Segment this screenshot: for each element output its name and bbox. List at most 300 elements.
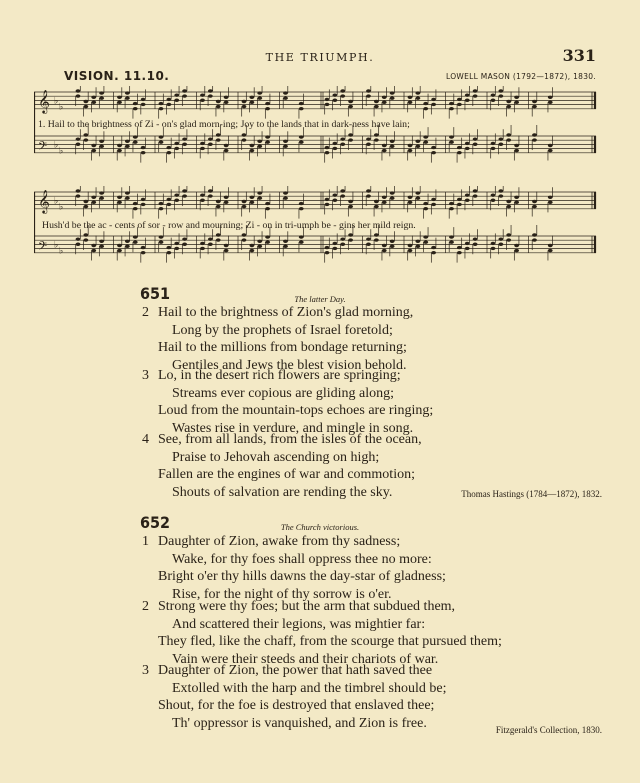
note-head — [208, 143, 213, 146]
note-head — [491, 242, 496, 245]
note-head — [532, 133, 537, 136]
note-head — [283, 140, 288, 143]
note-head — [366, 194, 371, 197]
note-head — [408, 249, 413, 252]
note-head — [76, 138, 81, 141]
verse-number: 3 — [142, 663, 149, 678]
note-head — [548, 244, 553, 247]
note-head — [514, 196, 519, 199]
note-head — [532, 100, 537, 103]
note-head — [299, 102, 304, 105]
note-head — [283, 245, 288, 248]
note-head — [208, 194, 213, 197]
note-head — [366, 89, 371, 92]
note-head — [200, 242, 205, 245]
note-head — [174, 242, 179, 245]
note-head — [366, 238, 371, 241]
note-head — [200, 247, 205, 250]
note-head — [133, 207, 138, 210]
verse-line: Extolled with the harp and the timbrel should be; — [172, 680, 447, 696]
note-head — [224, 244, 229, 247]
flat-icon: ♭ — [54, 140, 59, 151]
note-head — [159, 202, 164, 205]
note-head — [257, 245, 262, 248]
note-head — [182, 143, 187, 146]
note-head — [374, 105, 379, 108]
note-head — [159, 140, 164, 143]
note-head — [249, 201, 254, 204]
note-head — [532, 205, 537, 208]
note-head — [133, 102, 138, 105]
note-head — [382, 144, 387, 147]
note-head — [348, 200, 353, 203]
note-head — [265, 107, 270, 110]
note-head — [141, 198, 146, 201]
note-head — [216, 205, 221, 208]
note-head — [415, 140, 420, 143]
note-head — [249, 96, 254, 99]
note-head — [457, 98, 462, 101]
note-head — [325, 98, 330, 101]
verse-line: Gentiles and Jews the blest vision behold. — [172, 357, 407, 373]
note-head — [200, 142, 205, 145]
note-head — [473, 238, 478, 241]
note-head — [449, 235, 454, 238]
note-head — [174, 99, 179, 102]
note-head — [390, 96, 395, 99]
verse-line: And scattered their legions, was mightier far: — [172, 616, 426, 632]
note-head — [382, 96, 387, 99]
note-head — [208, 138, 213, 141]
note-head — [117, 249, 122, 252]
hymn-652-verse-2 — [142, 598, 502, 668]
note-head — [408, 149, 413, 152]
note-head — [208, 243, 213, 246]
note-head — [242, 138, 247, 141]
note-head — [449, 207, 454, 210]
note-head — [340, 238, 345, 241]
note-head — [174, 94, 179, 97]
note-head — [76, 243, 81, 246]
note-head — [374, 238, 379, 241]
note-head — [498, 238, 503, 241]
note-head — [473, 243, 478, 246]
note-head — [174, 194, 179, 197]
note-head — [76, 189, 81, 192]
note-head — [366, 138, 371, 141]
flat-icon: ♭ — [59, 146, 64, 157]
note-head — [91, 101, 96, 104]
note-head — [224, 201, 229, 204]
note-head — [208, 238, 213, 241]
note-head — [125, 140, 130, 143]
note-head — [506, 138, 511, 141]
note-head — [423, 235, 428, 238]
note-head — [532, 138, 537, 141]
note-head — [382, 201, 387, 204]
note-head — [83, 233, 88, 236]
verse-line: See, from all lands, from the isles of the ocean, — [158, 432, 422, 447]
note-head — [457, 246, 462, 249]
note-head — [265, 207, 270, 210]
note-head — [506, 133, 511, 136]
note-head — [548, 144, 553, 147]
note-head — [283, 196, 288, 199]
note-head — [133, 107, 138, 110]
note-head — [283, 91, 288, 94]
bass-clef-icon: 𝄢 — [38, 139, 48, 156]
note-head — [449, 202, 454, 205]
verse-line: Strong were thy foes; but the arm that subdued them, — [158, 599, 456, 614]
note-head — [340, 94, 345, 97]
note-head — [332, 147, 337, 150]
note-head — [125, 245, 130, 248]
bass-clef-icon: 𝄢 — [38, 239, 48, 256]
verse-number: 2 — [142, 305, 149, 320]
note-head — [117, 149, 122, 152]
flat-icon: ♭ — [54, 96, 59, 107]
note-head — [299, 135, 304, 138]
running-title: THE TRIUMPH. — [265, 51, 375, 64]
note-head — [415, 91, 420, 94]
note-head — [242, 105, 247, 108]
note-head — [473, 138, 478, 141]
note-head — [182, 189, 187, 192]
note-head — [83, 138, 88, 141]
note-head — [506, 205, 511, 208]
note-head — [242, 200, 247, 203]
note-head — [548, 249, 553, 252]
note-head — [506, 238, 511, 241]
note-head — [141, 246, 146, 249]
note-head — [242, 205, 247, 208]
verse-line: Shouts of salvation are rending the sky. — [172, 484, 393, 500]
note-head — [325, 246, 330, 249]
note-head — [390, 140, 395, 143]
note-head — [99, 91, 104, 94]
page-number: 331 — [562, 46, 596, 65]
note-head — [382, 101, 387, 104]
note-head — [200, 199, 205, 202]
note-head — [514, 249, 519, 252]
verse-line: Hail to the millions from bondage returning; — [158, 340, 407, 355]
note-head — [257, 91, 262, 94]
note-head — [141, 98, 146, 101]
verse-line: Daughter of Zion, the power that hath saved thee — [158, 663, 433, 678]
note-head — [91, 201, 96, 204]
note-head — [473, 94, 478, 97]
note-head — [423, 102, 428, 105]
note-head — [249, 144, 254, 147]
note-head — [182, 89, 187, 92]
note-head — [99, 145, 104, 148]
note-head — [465, 194, 470, 197]
note-head — [249, 196, 254, 199]
note-head — [125, 240, 130, 243]
note-head — [465, 247, 470, 250]
note-head — [473, 143, 478, 146]
note-head — [208, 189, 213, 192]
note-head — [506, 105, 511, 108]
verse-line: Loud from the mountain-tops echoes are ringing; — [158, 403, 434, 418]
note-head — [325, 146, 330, 149]
note-head — [91, 149, 96, 152]
note-head — [141, 103, 146, 106]
note-head — [473, 189, 478, 192]
note-head — [125, 145, 130, 148]
note-head — [249, 249, 254, 252]
hymn-subtitle-652: The Church victorious. — [280, 522, 360, 532]
note-head — [99, 245, 104, 248]
note-head — [449, 240, 454, 243]
hymn-subtitle-651: The latter Day. — [294, 294, 346, 304]
note-head — [216, 138, 221, 141]
note-head — [133, 240, 138, 243]
note-head — [390, 191, 395, 194]
note-head — [366, 94, 371, 97]
note-head — [408, 201, 413, 204]
note-head — [159, 102, 164, 105]
note-head — [166, 98, 171, 101]
note-head — [498, 94, 503, 97]
note-head — [208, 94, 213, 97]
note-head — [216, 200, 221, 203]
note-head — [423, 202, 428, 205]
note-head — [390, 91, 395, 94]
hymn-652-attribution: Fitzgerald's Collection, 1830. — [495, 725, 602, 735]
note-head — [514, 101, 519, 104]
note-head — [224, 149, 229, 152]
note-head — [265, 202, 270, 205]
note-head — [408, 96, 413, 99]
note-head — [208, 89, 213, 92]
verse-line: Lo, in the desert rich flowers are springing; — [158, 368, 401, 383]
note-head — [431, 146, 436, 149]
note-head — [99, 240, 104, 243]
flat-icon: ♭ — [59, 102, 64, 113]
verse-line: Streams ever copious are gliding along; — [172, 385, 394, 401]
note-head — [465, 242, 470, 245]
note-head — [216, 100, 221, 103]
note-head — [265, 140, 270, 143]
note-head — [431, 98, 436, 101]
note-head — [340, 143, 345, 146]
note-head — [83, 105, 88, 108]
note-head — [325, 203, 330, 206]
note-head — [299, 107, 304, 110]
note-head — [99, 96, 104, 99]
note-head — [125, 196, 130, 199]
hymn-651-verse-4 — [142, 431, 422, 501]
hymn-number-652: 652 — [140, 513, 171, 532]
note-head — [332, 142, 337, 145]
hymn-652-verse-3 — [142, 662, 447, 732]
note-head — [159, 240, 164, 243]
note-head — [224, 96, 229, 99]
note-head — [465, 199, 470, 202]
verse-number: 3 — [142, 368, 149, 383]
note-head — [141, 203, 146, 206]
note-head — [242, 233, 247, 236]
note-head — [340, 138, 345, 141]
note-head — [99, 196, 104, 199]
note-head — [166, 251, 171, 254]
note-head — [125, 91, 130, 94]
hymn-number-651: 651 — [140, 284, 171, 303]
note-head — [299, 240, 304, 243]
note-head — [457, 151, 462, 154]
note-head — [174, 142, 179, 145]
note-head — [382, 196, 387, 199]
note-head — [498, 89, 503, 92]
note-head — [166, 151, 171, 154]
note-head — [415, 96, 420, 99]
note-head — [159, 235, 164, 238]
note-head — [91, 196, 96, 199]
note-head — [348, 205, 353, 208]
note-head — [265, 240, 270, 243]
note-head — [249, 149, 254, 152]
note-head — [332, 199, 337, 202]
note-head — [283, 191, 288, 194]
note-head — [498, 243, 503, 246]
note-head — [332, 94, 337, 97]
note-head — [325, 251, 330, 254]
note-head — [224, 101, 229, 104]
note-head — [548, 196, 553, 199]
treble-clef-icon: 𝄞 — [38, 188, 50, 213]
note-head — [216, 233, 221, 236]
hymn-651-attribution: Thomas Hastings (1784—1872), 1832. — [461, 489, 602, 499]
tune-name: VISION. 11.10. — [64, 69, 170, 83]
note-head — [423, 207, 428, 210]
note-head — [332, 247, 337, 250]
note-head — [216, 238, 221, 241]
note-head — [506, 200, 511, 203]
note-head — [348, 238, 353, 241]
note-head — [76, 238, 81, 241]
note-head — [348, 105, 353, 108]
note-head — [283, 145, 288, 148]
verse-line: Shout, for the foe is destroyed that enslaved thee; — [158, 698, 435, 713]
note-head — [117, 101, 122, 104]
note-head — [491, 142, 496, 145]
verse-number: 2 — [142, 599, 149, 614]
note-head — [200, 94, 205, 97]
flat-icon: ♭ — [59, 202, 64, 213]
note-head — [83, 100, 88, 103]
note-head — [91, 144, 96, 147]
note-head — [265, 135, 270, 138]
tune-composer: LOWELL MASON (1792—1872), 1830. — [446, 72, 597, 81]
note-head — [514, 244, 519, 247]
note-head — [166, 203, 171, 206]
note-head — [491, 94, 496, 97]
note-head — [382, 149, 387, 152]
note-head — [83, 133, 88, 136]
note-head — [117, 201, 122, 204]
note-head — [242, 238, 247, 241]
verse-line: Vain were their steeds and their chariots of war. — [172, 651, 439, 667]
note-head — [299, 207, 304, 210]
note-head — [166, 246, 171, 249]
note-head — [125, 191, 130, 194]
note-head — [498, 143, 503, 146]
note-head — [133, 235, 138, 238]
note-head — [265, 102, 270, 105]
note-head — [408, 144, 413, 147]
note-head — [382, 249, 387, 252]
note-head — [491, 199, 496, 202]
note-head — [340, 243, 345, 246]
note-head — [415, 240, 420, 243]
note-head — [465, 99, 470, 102]
note-head — [423, 135, 428, 138]
note-head — [332, 194, 337, 197]
note-head — [366, 243, 371, 246]
note-head — [257, 140, 262, 143]
verse-line: Bright o'er thy hills dawns the day-star of gladness; — [158, 569, 446, 584]
note-head — [200, 194, 205, 197]
note-head — [299, 202, 304, 205]
verse-line: Hail to the brightness of Zion's glad morning, — [158, 305, 414, 320]
note-head — [166, 146, 171, 149]
note-head — [76, 94, 81, 97]
note-head — [408, 101, 413, 104]
note-head — [117, 144, 122, 147]
note-head — [431, 151, 436, 154]
note-head — [182, 238, 187, 241]
note-head — [348, 233, 353, 236]
note-head — [506, 100, 511, 103]
verse-line: Daughter of Zion, awake from thy sadness; — [158, 534, 401, 549]
note-head — [415, 196, 420, 199]
hymn-651-verse-3 — [142, 367, 433, 437]
note-head — [174, 147, 179, 150]
note-head — [133, 140, 138, 143]
note-head — [366, 189, 371, 192]
verse-line: They fled, like the chaff, from the scourge that pursued them; — [158, 634, 502, 649]
verse-number: 4 — [142, 432, 149, 447]
note-head — [182, 94, 187, 97]
note-head — [415, 191, 420, 194]
note-head — [325, 103, 330, 106]
note-head — [325, 198, 330, 201]
note-head — [117, 244, 122, 247]
note-head — [514, 201, 519, 204]
note-head — [348, 100, 353, 103]
note-head — [117, 196, 122, 199]
note-head — [431, 246, 436, 249]
note-head — [257, 145, 262, 148]
note-head — [514, 149, 519, 152]
note-head — [473, 89, 478, 92]
note-head — [159, 207, 164, 210]
note-head — [299, 235, 304, 238]
tune-lyrics-line-2: Hush'd be the ac - cents of sor - row and mourning; Zi - on in tri-umph be - gins her mild reign. — [42, 220, 416, 231]
note-head — [141, 151, 146, 154]
note-head — [242, 100, 247, 103]
note-head — [366, 143, 371, 146]
note-head — [216, 133, 221, 136]
note-head — [141, 146, 146, 149]
note-head — [374, 138, 379, 141]
verse-line: Wake, for thy foes shall oppress thee no more: — [172, 551, 432, 567]
note-head — [299, 140, 304, 143]
verse-line: Rise, for the night of thy sorrow is o'er. — [172, 586, 392, 602]
note-head — [166, 103, 171, 106]
note-head — [332, 99, 337, 102]
